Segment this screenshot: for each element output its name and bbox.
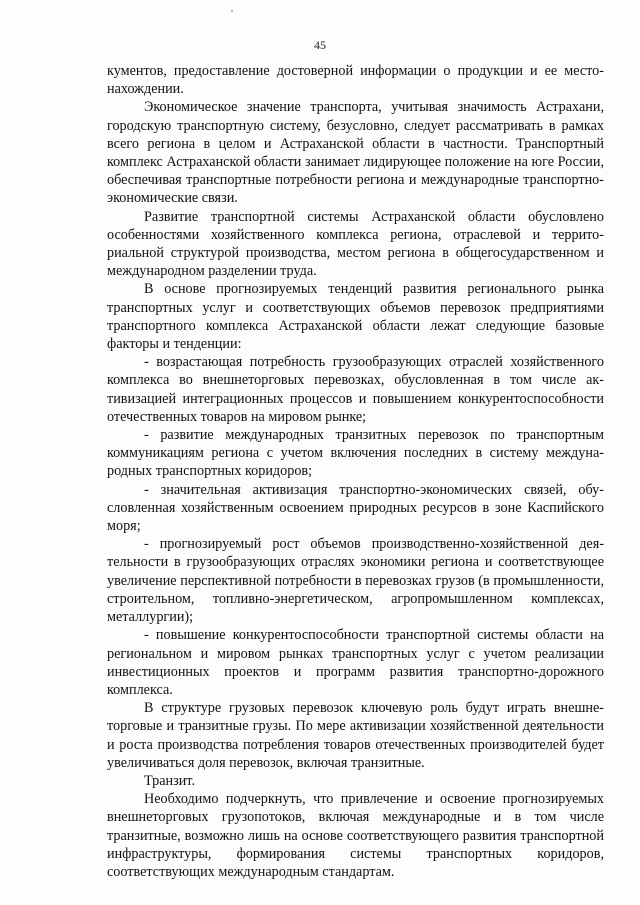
paragraph-freight-structure: В структуре грузовых перевозок ключевую роль будут играть внешнеторговые и транзитные грузы. По мере активизации хозяйственной деятельности и роста производства потребления товаров отечественных производителей будет увеличиваться доля перевозок, включая транзитные.	[107, 700, 604, 771]
paragraph-forecast-basis: В основе прогнозируемых тенденций развития регионального рынка транспортных услуг и соответствующих объемов перевозок предприятиями транспортного комплекса Астраханской области лежат следующие базовые факторы и тенденции:	[107, 281, 604, 353]
list-item-transit-development: - развитие международных транзитных перевозок по транспортным коммуникациям региона с учетом включения последних в систему международных транспортных коридоров;	[107, 427, 604, 480]
paragraph-conclusion: Необходимо подчеркнуть, что привлечение и освоение прогнозируемых внешнеторговых грузопотоков, включая международные и в том числе транзитные, возможно лишь на основе соответствующего развития транспортной инфраструктуры, формирования системы транспортных коридоров, соответствующих международным стандартам.	[107, 791, 604, 880]
list-item-competitiveness: - повышение конкурентоспособности транспортной системы области на региональном и мировом рынках транспортных услуг с учетом реализации инвестиционных проектов и программ развития транспортно-дорожного комплекса.	[107, 627, 604, 698]
list-item-caspian-activation: - значительная активизация транспортно-экономических связей, обусловленная хозяйственным освоением природных ресурсов в зоне Каспийского моря;	[107, 481, 604, 535]
paragraph-transit-heading: Транзит.	[144, 772, 195, 789]
page-number: 45	[314, 38, 326, 52]
list-item-foreign-trade-demand: - возрастающая потребность грузообразующих отраслей хозяйственного комплекса во внешнеторговых перевозках, обусловленная в том числе активизацией интеграционных процессов и повышением конкурентоспособности отечественных товаров на мировом рынке;	[107, 354, 604, 425]
scan-speck	[231, 10, 233, 12]
paragraph-economic-significance: Экономическое значение транспорта, учитывая значимость Астрахани, городскую транспортную систему, безусловно, следует рассматривать в рамках всего региона в целом и Астраханской области в частности. Транспортный комплекс Астраханской области занимает лидирующее положение на юге России, обеспечивая транспортные потребности региона и международные транспортно-экономические связи.	[107, 99, 604, 207]
body-text	[107, 62, 604, 881]
paragraph-system-development: Развитие транспортной системы Астраханской области обусловлено особенностями хозяйственного комплекса региона, отраслевой и территориальной структурой производства, местом региона в общегосударственном и международном разделении труда.	[107, 208, 604, 280]
list-item-production-growth: - прогнозируемый рост объемов производственно-хозяйственной деятельности в грузообразующих отраслях экономики региона и соответствующее увеличение перспективной потребности в перевозках грузов (в промышленности, строительном, топливно-энергетическом, агропромышленном комплексах, металлургии);	[107, 536, 604, 626]
paragraph-continuation: кументов, предоставление достоверной информации о продукции и ее местонахождении.	[107, 63, 604, 98]
